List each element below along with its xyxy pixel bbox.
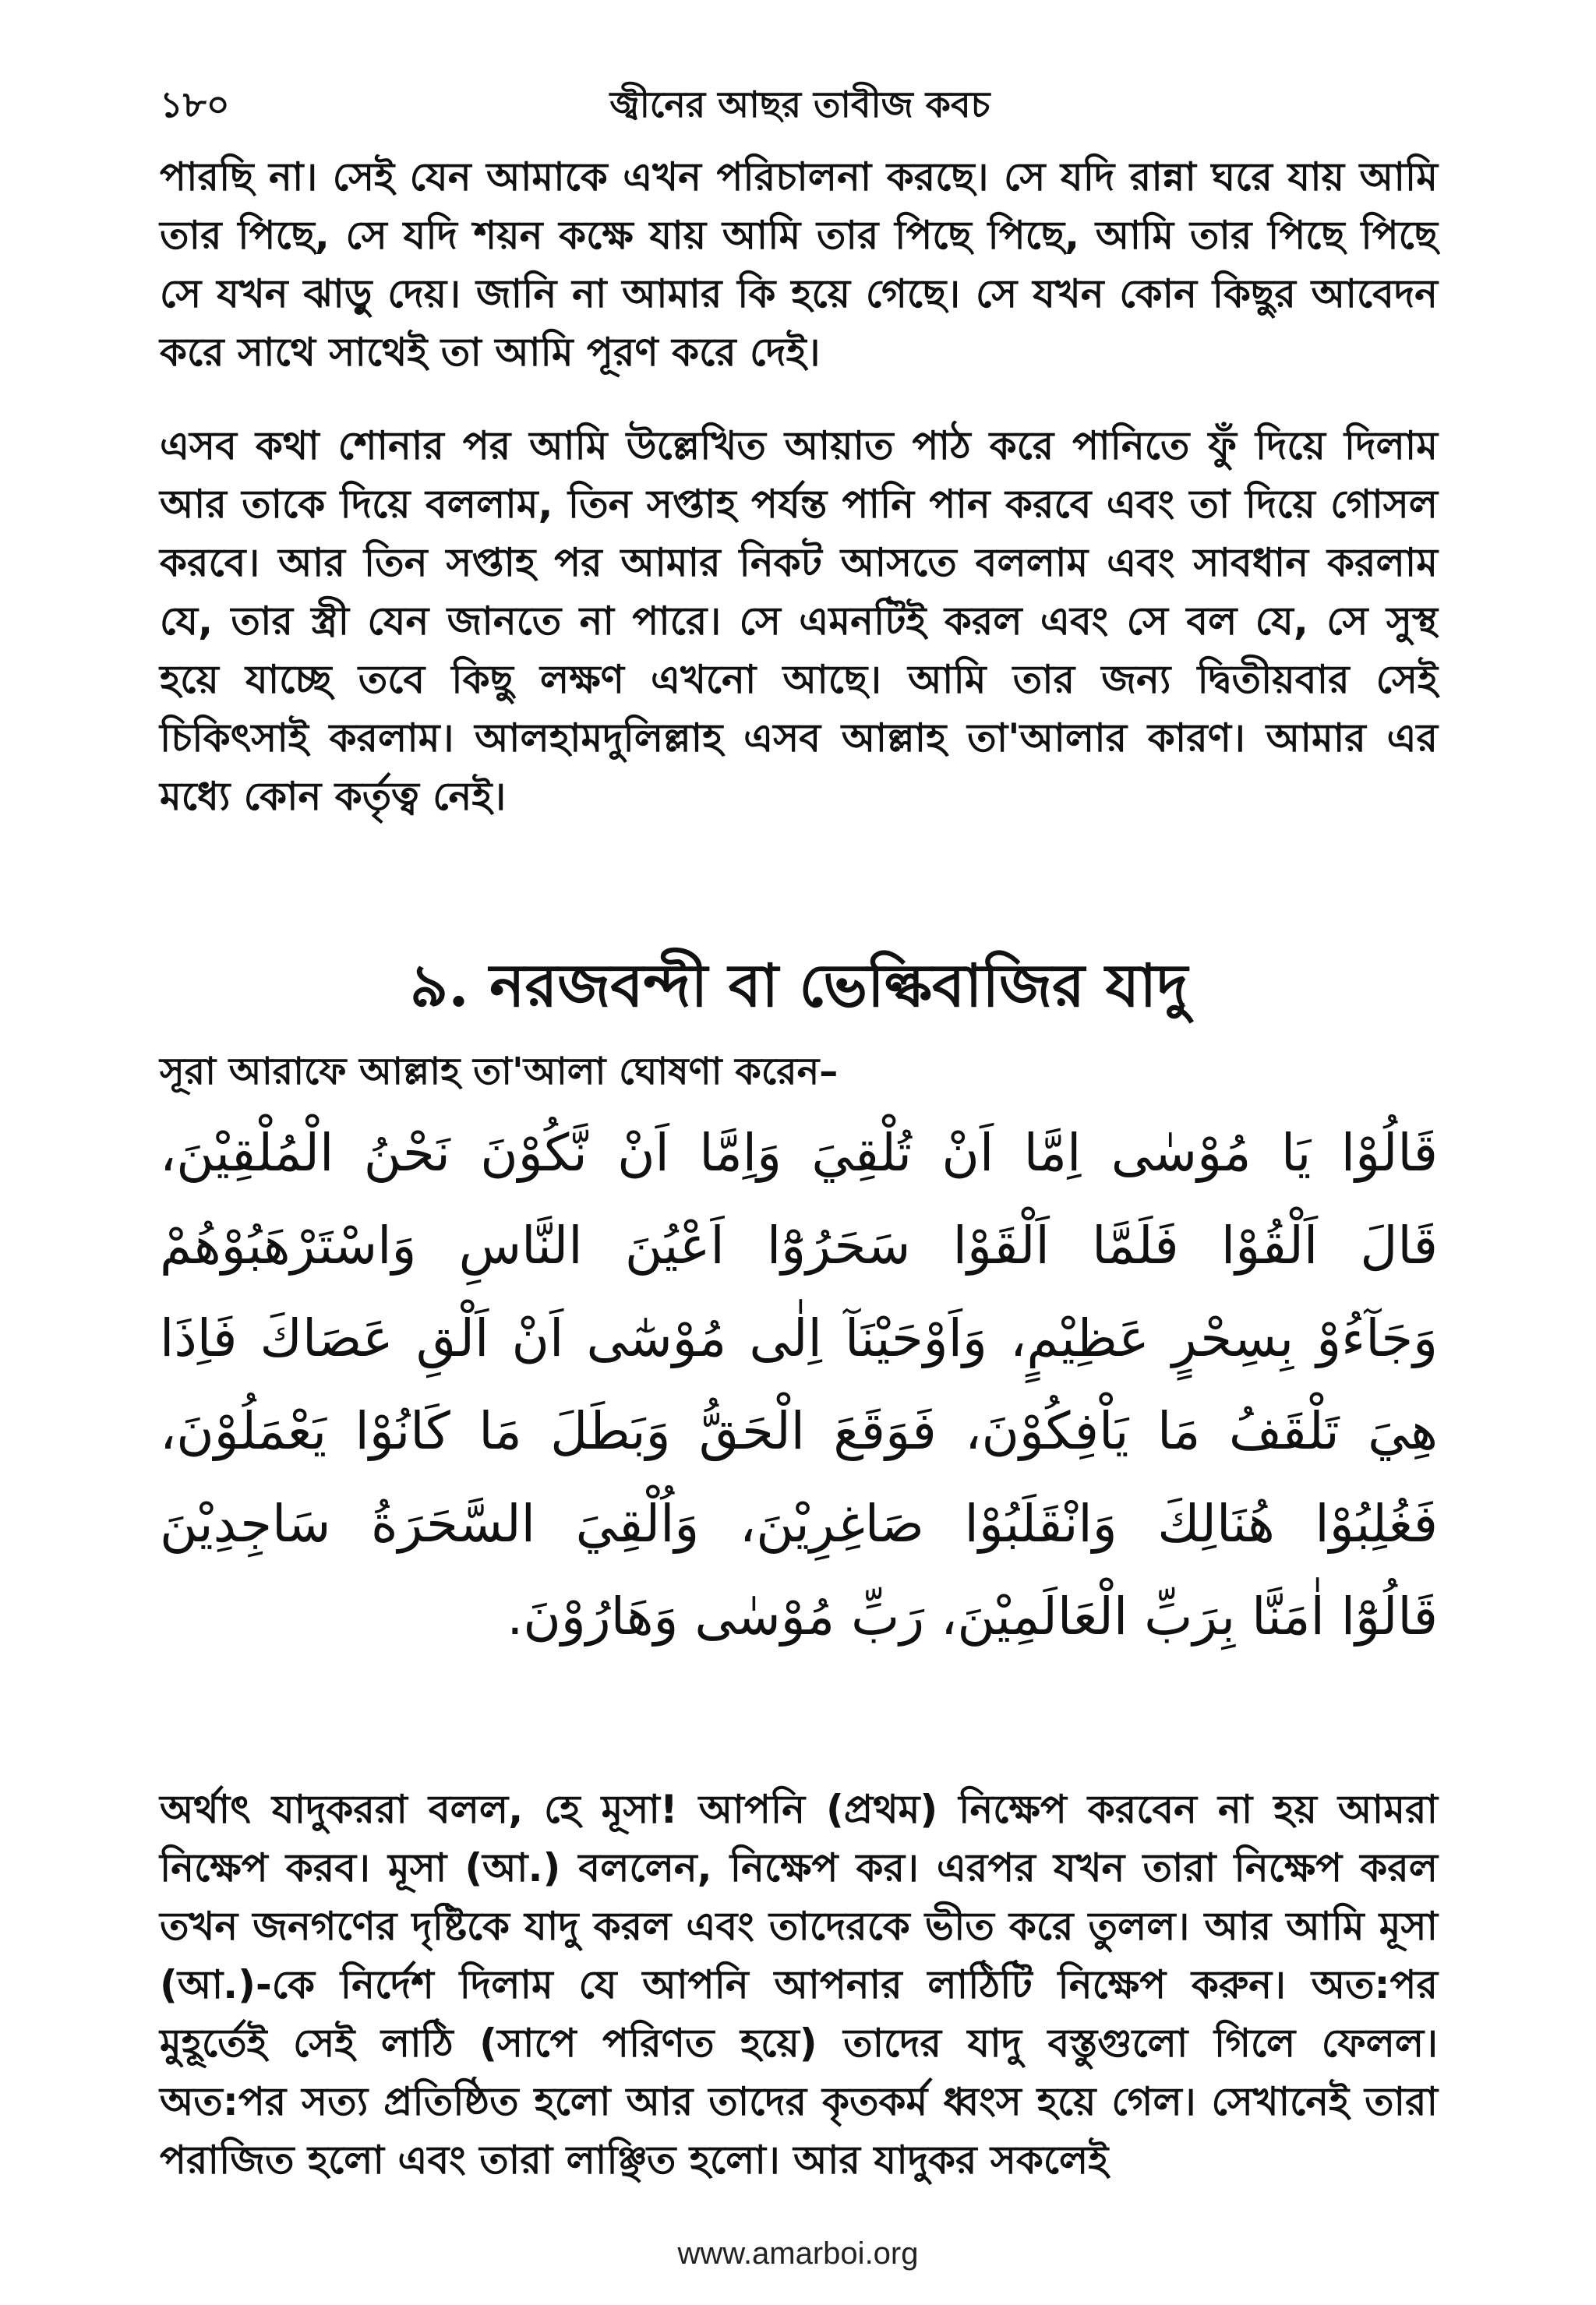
arabic-verse-line: هِيَ تَلْقَفُ مَا يَاْفِكُوْنَ، فَوَقَعَ الْحَقُّ وَبَطَلَ مَا كَانُوْا يَعْمَلُوْنَ، (160, 1401, 1438, 1461)
chapter-intro: সূরা আরাফে আল্লাহ তা'আলা ঘোষণা করেন– (160, 1050, 839, 1093)
footer-url: www.amarboi.org (677, 2236, 919, 2271)
arabic-verse-line: فَغُلِبُوْا هُنَالِكَ وَانْقَلَبُوْا صَاغِرِيْنَ، وَاُلْقِيَ السَّحَرَةُ سَاجِدِيْنَ (160, 1494, 1438, 1554)
arabic-verse-line: قَالُوْا يَا مُوْسٰى اِمَّا اَنْ تُلْقِيَ وَاِمَّا اَنْ نَّكُوْنَ نَحْنُ الْمُلْقِيْنَ، (160, 1123, 1438, 1183)
paragraph-treatment: এসব কথা শোনার পর আমি উল্লেখিত আয়াত পাঠ করে পানিতে ফুঁ দিয়ে দিলাম আর তাকে দিয়ে বললাম, তিন সপ্তাহ পর্যন্ত পানি পান করবে এবং তা দিয়ে গোসল করবে। আর তিন সপ্তাহ পর আমার নিকট আসতে বললাম এবং সাবধান করলাম যে, তার স্ত্রী যেন জানতে না পারে। সে এমনটিই করল এবং সে বল যে, সে সুস্থ হয়ে যাচ্ছে তবে কিছু লক্ষণ এখনো আছে। আমি তার জন্য দ্বিতীয়বার সেই চিকিৎসাই করলাম। আলহামদুলিল্লাহ এসব আল্লাহ তা'আলার কারণ। আমার এর মধ্যে কোন কর্তৃত্ব নেই। (160, 423, 1438, 819)
paragraph-continuation: পারছি না। সেই যেন আমাকে এখন পরিচালনা করছে। সে যদি রান্না ঘরে যায় আমি তার পিছে, সে যদি শয়ন কক্ষে যায় আমি তার পিছে পিছে, আমি তার পিছে পিছে সে যখন ঝাড়ু দেয়। জানি না আমার কি হয়ে গেছে। সে যখন কোন কিছুর আবেদন করে সাথে সাথেই তা আমি পূরণ করে দেই। (160, 154, 1438, 375)
translation-paragraph: অর্থাৎ যাদুকররা বলল, হে মূসা! আপনি (প্রথম) নিক্ষেপ করবেন না হয় আমরা নিক্ষেপ করব। মূসা (আ.) বললেন, নিক্ষেপ কর। এরপর যখন তারা নিক্ষেপ করল তখন জনগণের দৃষ্টিকে যাদু করল এবং তাদেরকে ভীত করে তুলল। আর আমি মূসা (আ.)-কে নির্দেশ দিলাম যে আপনি আপনার লাঠিটি নিক্ষেপ করুন। অত:পর মুহূর্তেই সেই লাঠি (সাপে পরিণত হয়ে) তাদের যাদু বস্তুগুলো গিলে ফেলল। অত:পর সত্য প্রতিষ্ঠিত হলো আর তাদের কৃতকর্ম ধ্বংস হয়ে গেল। সেখানেই তারা পরাজিত হলো এবং তারা লাঞ্ছিত হলো। আর যাদুকর সকলেই (160, 1787, 1438, 2183)
running-title: জ্বীনের আছর তাবীজ কবচ (609, 83, 990, 125)
page-number: ১৮০ (160, 83, 230, 125)
page-header (160, 78, 1440, 140)
arabic-verse-line: قَالَ اَلْقُوْا فَلَمَّا اَلْقَوْا سَحَرُوْٓا اَعْيُنَ النَّاسِ وَاسْتَرْهَبُوْهُمْ (160, 1216, 1438, 1276)
arabic-verse-line: وَجَآءُوْ بِسِحْرٍ عَظِيْمٍ، وَاَوْحَيْنَآ اِلٰى مُوْسٰٓى اَنْ اَلْقِ عَصَاكَ فَاِذَا (160, 1308, 1438, 1368)
arabic-verse-line: قَالُوْٓا اٰمَنَّا بِرَبِّ الْعَالَمِيْنَ، رَبِّ مُوْسٰى وَهَارُوْنَ. (507, 1587, 1438, 1647)
chapter-title: ৯. নরজবন্দী বা ভেল্কিবাজির যাদু (409, 951, 1188, 1020)
arabic-verse-block (160, 1107, 1438, 1663)
